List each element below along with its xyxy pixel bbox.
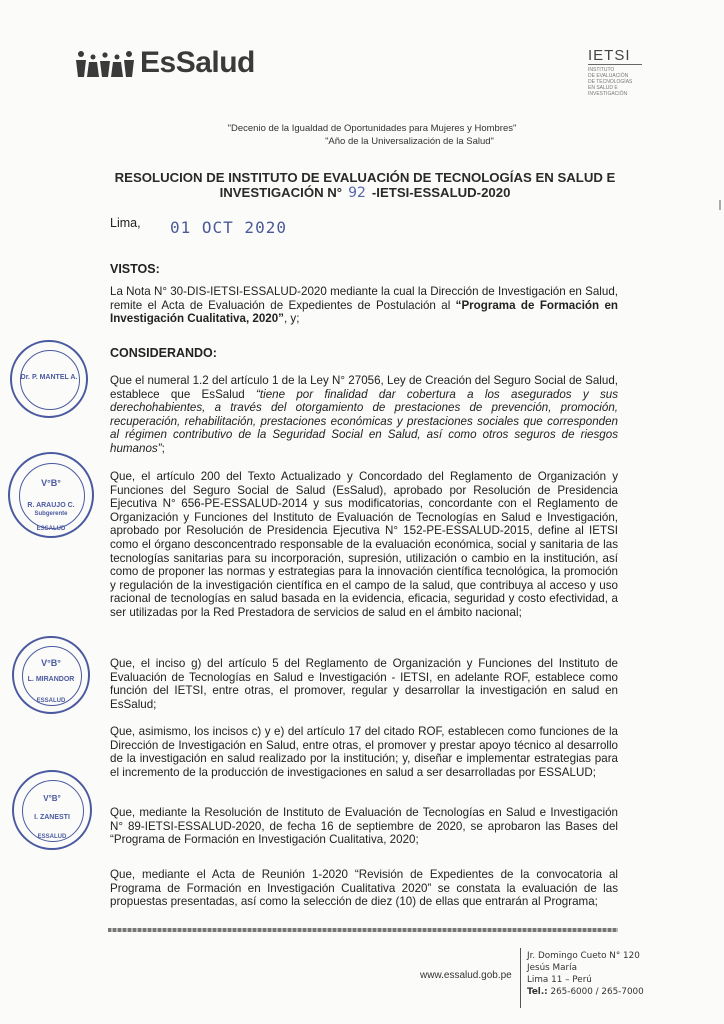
essalud-logo — [74, 48, 255, 78]
scan-mark — [719, 200, 721, 210]
footer-separator — [520, 948, 521, 1008]
approval-stamp-4: V°B° I. ZANESTI ESSALUD — [12, 770, 92, 850]
paragraph-4: Que, asimismo, los incisos c) y e) del artículo 17 del citado ROF, establecen como funciones de la Dirección de Investigación en Salud, entre otras, el promover y prestar apoyo técnico al desarrollo de la investigación en salud realizado por la institución; y, diseñar e implementar estrategias para el incremento de la producción de investigaciones en salud a ser desarrolladas por ESSALUD; — [110, 725, 618, 779]
family-figures-icon — [74, 50, 136, 78]
footer-divider — [108, 928, 618, 932]
date-label: Lima, — [110, 216, 141, 230]
logo-text: EsSalud — [140, 46, 255, 79]
date-stamp: 01 OCT 2020 — [170, 218, 287, 237]
paragraph-3: Que, el inciso g) del artículo 5 del Reglamento de Organización y Funciones del Instituto de Evaluación de Tecnologías en Salud e Investigación - IETSI, en adelante ROF, establece como función del IETSI, entre otras, el promover, regular y desarrollar la investigación en salud en EsSalud; — [110, 657, 618, 711]
ietsi-logo — [588, 48, 642, 97]
ietsi-name: IETSI — [588, 48, 642, 65]
paragraph-2: Que, el artículo 200 del Texto Actualizado y Concordado del Reglamento de Organización y Funciones del Seguro Social de Salud (EsSalud), aprobado por Resolución de Presidencia Ejecutiva N° 656-PE-ESSALUD-2014 y sus modificatorias, concordante con el Reglamento de Organización y Funciones del Instituto de Evaluación de Tecnologías en Salud e Investigación, aprobado por Resolución de Presidencia Ejecutiva N° 152-PE-ESSALUD-2015, define al IETSI como el órgano desconcentrado responsable de la evaluación económica, social y sanitaria de las tecnologías sanitarias para su incorporación, supresión, utilización o cambio en la institución, así como de proponer las normas y estrategias para la innovación científica tecnológica, la promoción y regulación de la investigación científica en el campo de la salud, que contribuya al acceso y uso racional de tecnologías en salud basada en la evidencia, eficacia, seguridad y costo efectividad, a ser utilizadas por la Red Prestadora de servicios de salud en el ámbito nacional; — [110, 470, 618, 619]
resolution-number: 92 — [348, 185, 366, 201]
paragraph-6: Que, mediante el Acta de Reunión 1-2020 “Revisión de Expedientes de la convocatoria al Programa de Formación en Investigación Cualitativa 2020” se constata la evaluación de las propuestas presentadas, así como la selección de diez (10) de ellas que entrarán al Programa; — [110, 868, 618, 909]
resolution-title: RESOLUCION DE INSTITUTO DE EVALUACIÓN DE TECNOLOGÍAS EN SALUD E INVESTIGACIÓN N° 92 -IETSI-ESSALUD-2020 — [114, 170, 616, 201]
ietsi-subtitle: INSTITUTO DE EVALUACIÓN DE TECNOLOGÍAS EN SALUD E INVESTIGACIÓN — [588, 67, 633, 97]
vistos-paragraph: La Nota N° 30-DIS-IETSI-ESSALUD-2020 mediante la cual la Dirección de Investigación en Salud, remite el Acta de Evaluación de Expedientes de Postulación al “Programa de Formación en Investigación Cualitativa, 2020”, y; — [110, 285, 618, 326]
vistos-heading: VISTOS: — [110, 262, 160, 276]
paragraph-1: Que el numeral 1.2 del artículo 1 de la Ley N° 27056, Ley de Creación del Seguro Social de Salud, establece que EsSalud “tiene por finalidad dar cobertura a los asegurados y sus derechohabientes, a través del otorgamiento de prestaciones de prevención, promoción, recuperación, rehabilitación, prestaciones económicas y prestaciones sociales que corresponden al régimen contributivo de la Seguridad Social en Salud, así como otros seguros de riesgos humanos”; — [110, 374, 618, 455]
considerando-heading: CONSIDERANDO: — [110, 346, 217, 360]
decade-motto: "Decenio de la Igualdad de Oportunidades para Mujeres y Hombres" "Año de la Universalización de la Salud" — [227, 123, 517, 147]
approval-stamp-2: V°B° R. ARAUJO C. Subgerente ESSALUD — [8, 452, 94, 538]
paragraph-5: Que, mediante la Resolución de Instituto de Evaluación de Tecnologías en Salud e Investigación N° 89-IETSI-ESSALUD-2020, de fecha 16 de septiembre de 2020, se aprobaron las Bases del “Programa de Formación en Investigación Cualitativa, 2020; — [110, 806, 618, 847]
footer-address: Jr. Domingo Cueto N° 120 Jesús María Lima 11 – Perú Tel.: 265-6000 / 265-7000 — [527, 951, 644, 997]
website-link[interactable]: www.essalud.gob.pe — [420, 970, 512, 981]
approval-stamp-1: Dr. P. MANTEL A. — [10, 340, 88, 418]
approval-stamp-3: V°B° L. MIRANDOR ESSALUD — [12, 636, 90, 714]
